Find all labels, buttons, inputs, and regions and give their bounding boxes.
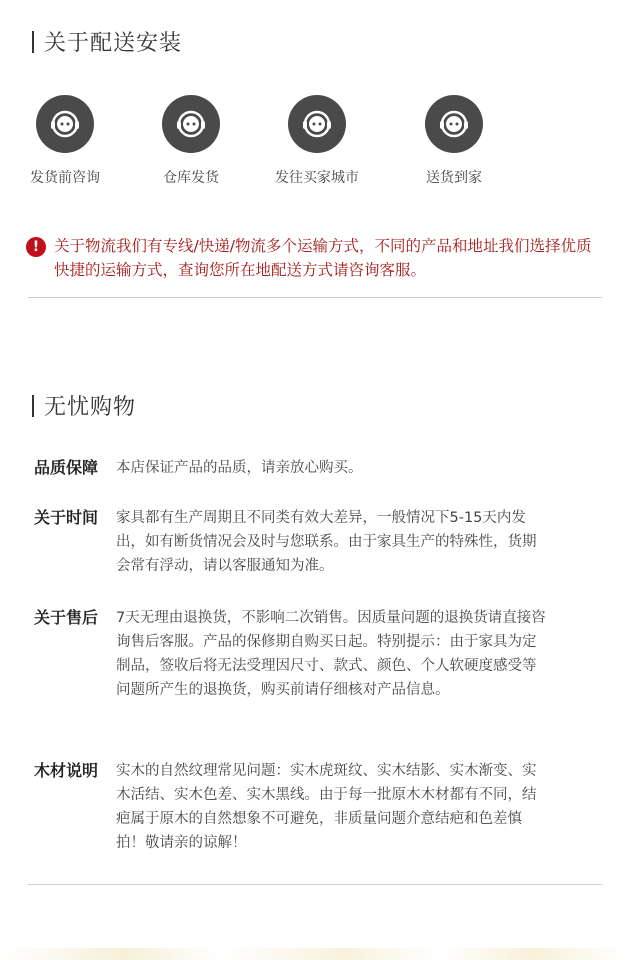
divider [28, 884, 602, 885]
step-label: 仓库发货 [163, 170, 219, 186]
info-value: 实木的自然纹理常见问题：实木虎斑纹、实木结影、实木渐变、实木活结、实木色差、实木黑线。由于每一批原木木材都有不同，结疤属于原木的自然想象不可避免，非质量问题介意结疤和色差慎拍！敬请亲的谅解！ [116, 763, 537, 851]
bottom-banner-edge [0, 948, 627, 960]
info-quality [34, 456, 574, 480]
delivery-section-title [32, 26, 182, 57]
headset-service-icon [288, 95, 346, 153]
logistics-notice [26, 234, 606, 282]
notice-text: 关于物流我们有专线/快递/物流多个运输方式，不同的产品和地址我们选择优质快捷的运输方式，查询您所在地配送方式请咨询客服。 [54, 237, 592, 279]
info-value: 7天无理由退换货，不影响二次销售。因质量问题的退换货请直接咨询售后客服。产品的保修期自购买日起。特别提示：由于家具为定制品，签收后将无法受理因尺寸、款式、颜色、个人软硬度感受等问题所产生的退换货，购买前请仔细核对产品信息。 [116, 610, 546, 698]
step-label: 发货前咨询 [30, 170, 100, 186]
info-key: 木材说明 [34, 761, 99, 780]
info-key: 关于售后 [34, 608, 99, 627]
info-wood [34, 759, 574, 855]
info-key: 品质保障 [34, 458, 99, 477]
step-label: 送货到家 [426, 170, 482, 186]
info-key: 关于时间 [34, 508, 99, 527]
warning-icon: ! [26, 237, 46, 257]
delivery-title-text: 关于配送安装 [44, 31, 183, 56]
info-time [34, 506, 574, 578]
delivery-steps [0, 95, 627, 195]
step-label: 发往买家城市 [275, 170, 359, 186]
step-deliver-home [399, 95, 509, 187]
worry-free-section-title [32, 390, 136, 421]
step-ship-city [262, 95, 372, 187]
info-after-sales [34, 606, 574, 702]
info-value: 本店保证产品的品质，请亲放心购买。 [116, 460, 363, 476]
step-consult [10, 95, 120, 187]
info-value: 家具都有生产周期且不同类有效大差异，一般情况下5-15天内发出，如有断货情况会及时与您联系。由于家具生产的特殊性，货期会常有浮动，请以客服通知为准。 [116, 510, 537, 574]
title-bar [32, 395, 34, 417]
headset-service-icon [162, 95, 220, 153]
headset-service-icon [36, 95, 94, 153]
step-warehouse [136, 95, 246, 187]
headset-service-icon [425, 95, 483, 153]
worry-free-title-text: 无忧购物 [44, 395, 137, 420]
title-bar [32, 31, 34, 53]
divider [28, 297, 602, 298]
